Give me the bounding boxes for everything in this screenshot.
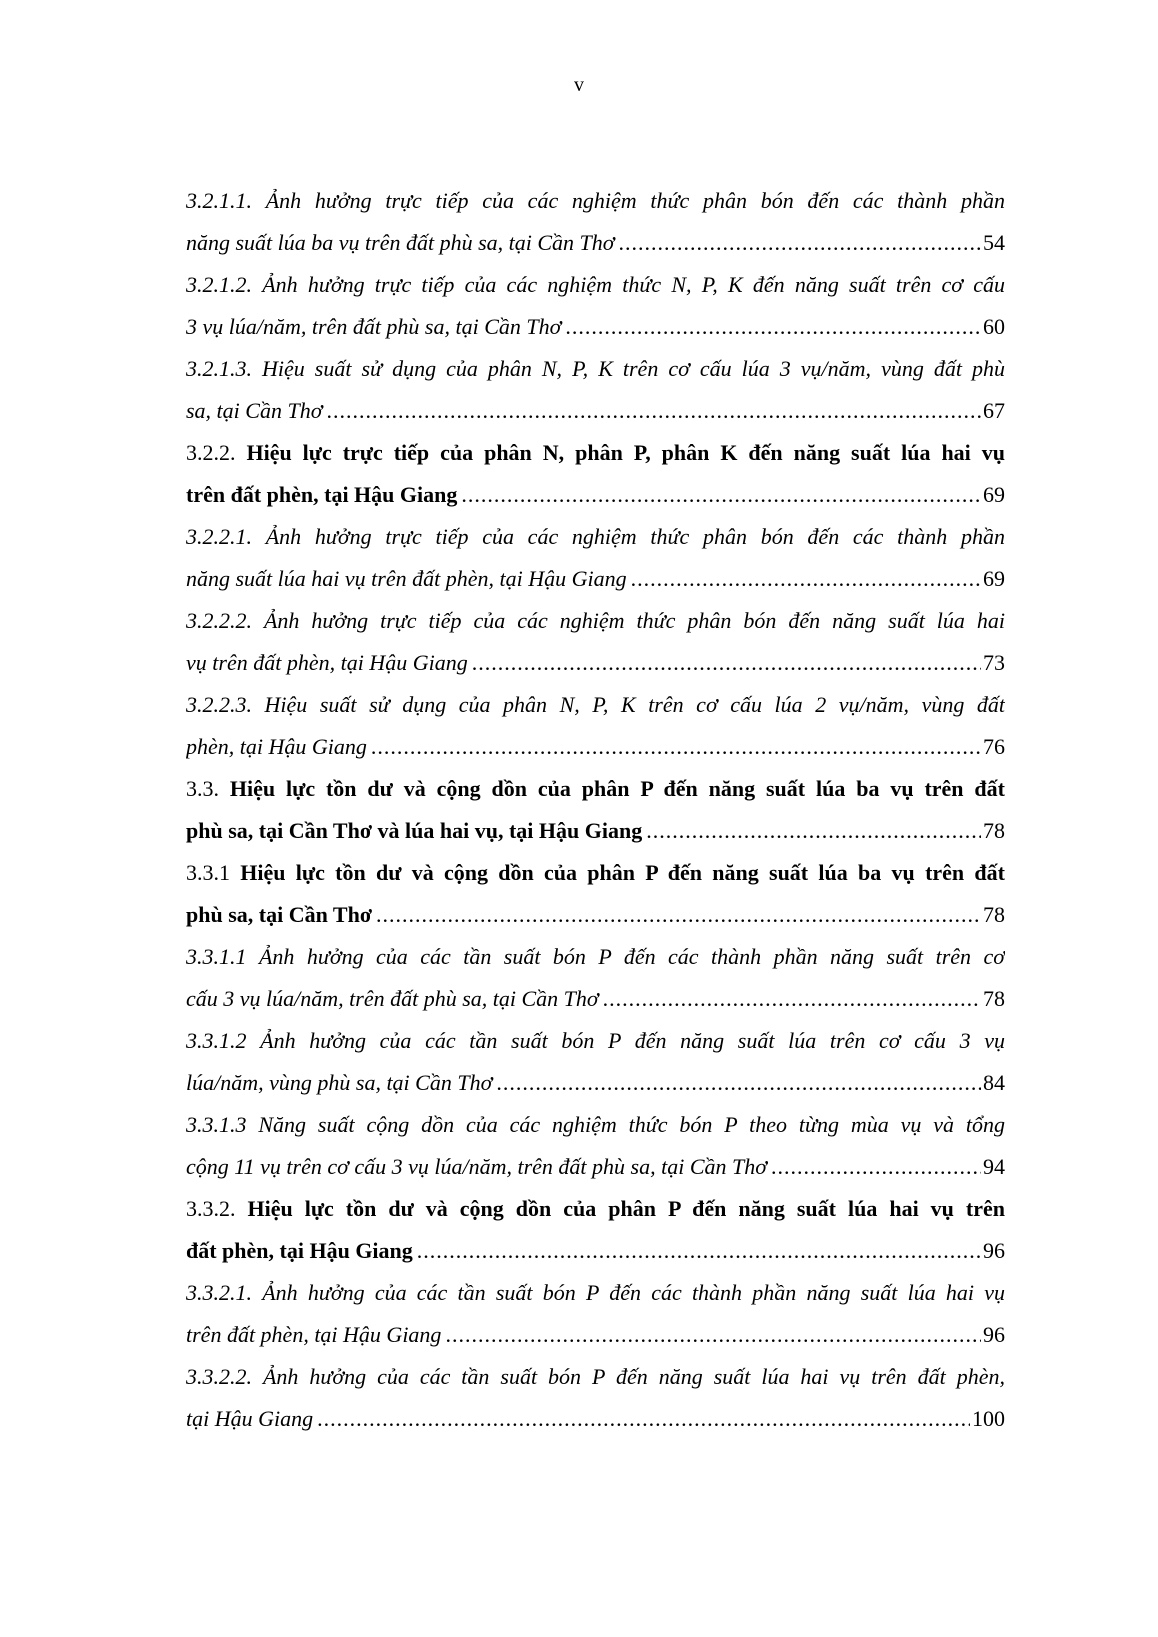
toc-entry-text: tại Hậu Giang (186, 1406, 314, 1431)
toc-entry-line (186, 432, 1005, 474)
toc-entry-line (186, 852, 1005, 894)
toc-entry[interactable] (186, 1356, 1005, 1440)
toc-entry[interactable] (186, 1104, 1005, 1188)
toc-entry[interactable] (186, 1188, 1005, 1272)
toc-entry[interactable] (186, 264, 1005, 348)
toc-entry-last-line (186, 894, 1005, 936)
toc-dot-leader (771, 1146, 981, 1188)
toc-dot-leader (619, 222, 981, 264)
toc-entry[interactable] (186, 1272, 1005, 1356)
toc-entry-text: 3.2.2.3. Hiệu suất sử dụng của phân N, P, K trên cơ cấu lúa 2 vụ/năm, vùng đất (186, 692, 1005, 717)
toc-entry-last-line (186, 306, 1005, 348)
toc-dot-leader (376, 894, 981, 936)
toc-entry-last-line (186, 1230, 1005, 1272)
toc-entry[interactable] (186, 600, 1005, 684)
toc-entry-text: năng suất lúa ba vụ trên đất phù sa, tại Cần Thơ (186, 230, 615, 255)
toc-page-number: 69 (983, 482, 1005, 507)
toc-entry-line (186, 348, 1005, 390)
toc-entry-last-line (186, 642, 1005, 684)
toc-entry-line (186, 1188, 1005, 1230)
toc-entry-text: 3.3.1.2 Ảnh hưởng của các tần suất bón P đến năng suất lúa trên cơ cấu 3 vụ (186, 1028, 1005, 1053)
toc-dot-leader (565, 306, 981, 348)
toc-entry-last-line (186, 810, 1005, 852)
toc-page-number: 76 (983, 734, 1005, 759)
toc-entry-text: 3.2.2.2. Ảnh hưởng trực tiếp của các nghiệm thức phân bón đến năng suất lúa hai (186, 608, 1005, 633)
toc-entry-text: 3.3.2.1. Ảnh hưởng của các tần suất bón P đến các thành phần năng suất lúa hai vụ (186, 1280, 1005, 1305)
toc-entry-text: đất phèn, tại Hậu Giang (186, 1238, 413, 1263)
toc-entry[interactable] (186, 852, 1005, 936)
toc-entry-number: 3.3.1 (186, 860, 241, 885)
toc-entry-text: phù sa, tại Cần Thơ (186, 902, 373, 927)
toc-entry-text: trên đất phèn, tại Hậu Giang (186, 482, 458, 507)
toc-entry-text: Hiệu lực tồn dư và cộng dồn của phân P đến năng suất lúa hai vụ trên (247, 1196, 1005, 1221)
toc-entry-text: cộng 11 vụ trên cơ cấu 3 vụ lúa/năm, trên đất phù sa, tại Cần Thơ (186, 1154, 767, 1179)
toc-entry-last-line (186, 1314, 1005, 1356)
toc-entry-number: 3.3. (186, 776, 230, 801)
toc-entry-last-line (186, 222, 1005, 264)
toc-entry-last-line (186, 390, 1005, 432)
toc-entry[interactable] (186, 432, 1005, 516)
toc-entry-text: 3.2.1.2. Ảnh hưởng trực tiếp của các nghiệm thức N, P, K đến năng suất trên cơ cấu (186, 272, 1005, 297)
page-number: v (574, 74, 584, 96)
toc-entry-text: phèn, tại Hậu Giang (186, 734, 367, 759)
toc-entry[interactable] (186, 1020, 1005, 1104)
toc-dot-leader (461, 474, 981, 516)
toc-entry-line (186, 684, 1005, 726)
toc-entry-text: sa, tại Cần Thơ (186, 398, 323, 423)
toc-page-number: 69 (983, 566, 1005, 591)
toc-dot-leader (646, 810, 981, 852)
toc-page-number: 96 (983, 1322, 1005, 1347)
toc-dot-leader (631, 558, 981, 600)
toc-entry-number: 3.2.2. (186, 440, 247, 465)
toc-dot-leader (496, 1062, 981, 1104)
toc-entry-line (186, 180, 1005, 222)
toc-entry-text: Hiệu lực tồn dư và cộng dồn của phân P đến năng suất lúa ba vụ trên đất (240, 860, 1005, 885)
toc-page-number: 100 (972, 1406, 1005, 1431)
toc-entry-line (186, 1104, 1005, 1146)
toc-dot-leader (317, 1398, 970, 1440)
toc-entry-text: 3.2.1.1. Ảnh hưởng trực tiếp của các nghiệm thức phân bón đến các thành phần (186, 188, 1005, 213)
toc-entry-text: phù sa, tại Cần Thơ và lúa hai vụ, tại Hậu Giang (186, 818, 643, 843)
toc-entry-last-line (186, 1398, 1005, 1440)
toc-entry-line (186, 936, 1005, 978)
toc-entry-line (186, 600, 1005, 642)
toc-entry-text: 3.3.1.1 Ảnh hưởng của các tần suất bón P đến các thành phần năng suất trên cơ (186, 944, 1005, 969)
toc-entry-last-line (186, 726, 1005, 768)
toc-dot-leader (326, 390, 981, 432)
toc-page-number: 54 (983, 230, 1005, 255)
toc-page-number: 78 (983, 902, 1005, 927)
table-of-contents (186, 180, 1005, 1440)
toc-entry-text: lúa/năm, vùng phù sa, tại Cần Thơ (186, 1070, 493, 1095)
toc-entry-last-line (186, 1062, 1005, 1104)
toc-page-number: 60 (983, 314, 1005, 339)
toc-entry-text: vụ trên đất phèn, tại Hậu Giang (186, 650, 468, 675)
toc-entry-number: 3.3.2. (186, 1196, 248, 1221)
toc-entry-last-line (186, 978, 1005, 1020)
toc-entry-text: trên đất phèn, tại Hậu Giang (186, 1322, 442, 1347)
toc-page-number: 73 (983, 650, 1005, 675)
toc-dot-leader (603, 978, 981, 1020)
toc-page-number: 67 (983, 398, 1005, 423)
toc-page-number: 84 (983, 1070, 1005, 1095)
toc-entry-line (186, 768, 1005, 810)
toc-entry-line (186, 516, 1005, 558)
toc-dot-leader (472, 642, 981, 684)
toc-dot-leader (417, 1230, 981, 1272)
toc-entry-line (186, 1356, 1005, 1398)
toc-dot-leader (445, 1314, 981, 1356)
toc-entry[interactable] (186, 684, 1005, 768)
toc-entry-text: Hiệu lực tồn dư và cộng dồn của phân P đến năng suất lúa ba vụ trên đất (229, 776, 1005, 801)
toc-entry[interactable] (186, 348, 1005, 432)
toc-entry-text: 3.2.2.1. Ảnh hưởng trực tiếp của các nghiệm thức phân bón đến các thành phần (186, 524, 1005, 549)
toc-entry-text: cấu 3 vụ lúa/năm, trên đất phù sa, tại Cần Thơ (186, 986, 599, 1011)
toc-dot-leader (371, 726, 981, 768)
toc-entry-last-line (186, 558, 1005, 600)
toc-entry-text: Hiệu lực trực tiếp của phân N, phân P, phân K đến năng suất lúa hai vụ (246, 440, 1005, 465)
toc-entry-line (186, 1272, 1005, 1314)
toc-page-number: 78 (983, 818, 1005, 843)
toc-page-number: 94 (983, 1154, 1005, 1179)
toc-entry-last-line (186, 1146, 1005, 1188)
toc-entry-last-line (186, 474, 1005, 516)
toc-page-number: 78 (983, 986, 1005, 1011)
toc-entry-text: năng suất lúa hai vụ trên đất phèn, tại Hậu Giang (186, 566, 627, 591)
toc-page-number: 96 (983, 1238, 1005, 1263)
toc-entry-text: 3.3.1.3 Năng suất cộng dồn của các nghiệm thức bón P theo từng mùa vụ và tổng (186, 1112, 1005, 1137)
toc-entry[interactable] (186, 516, 1005, 600)
toc-entry-text: 3.3.2.2. Ảnh hưởng của các tần suất bón P đến năng suất lúa hai vụ trên đất phèn, (186, 1364, 1005, 1389)
toc-entry[interactable] (186, 936, 1005, 1020)
toc-entry-text: 3 vụ lúa/năm, trên đất phù sa, tại Cần Thơ (186, 314, 562, 339)
toc-entry-text: 3.2.1.3. Hiệu suất sử dụng của phân N, P, K trên cơ cấu lúa 3 vụ/năm, vùng đất phù (186, 356, 1005, 381)
toc-entry-line (186, 1020, 1005, 1062)
toc-entry[interactable] (186, 768, 1005, 852)
toc-entry[interactable] (186, 180, 1005, 264)
toc-entry-line (186, 264, 1005, 306)
